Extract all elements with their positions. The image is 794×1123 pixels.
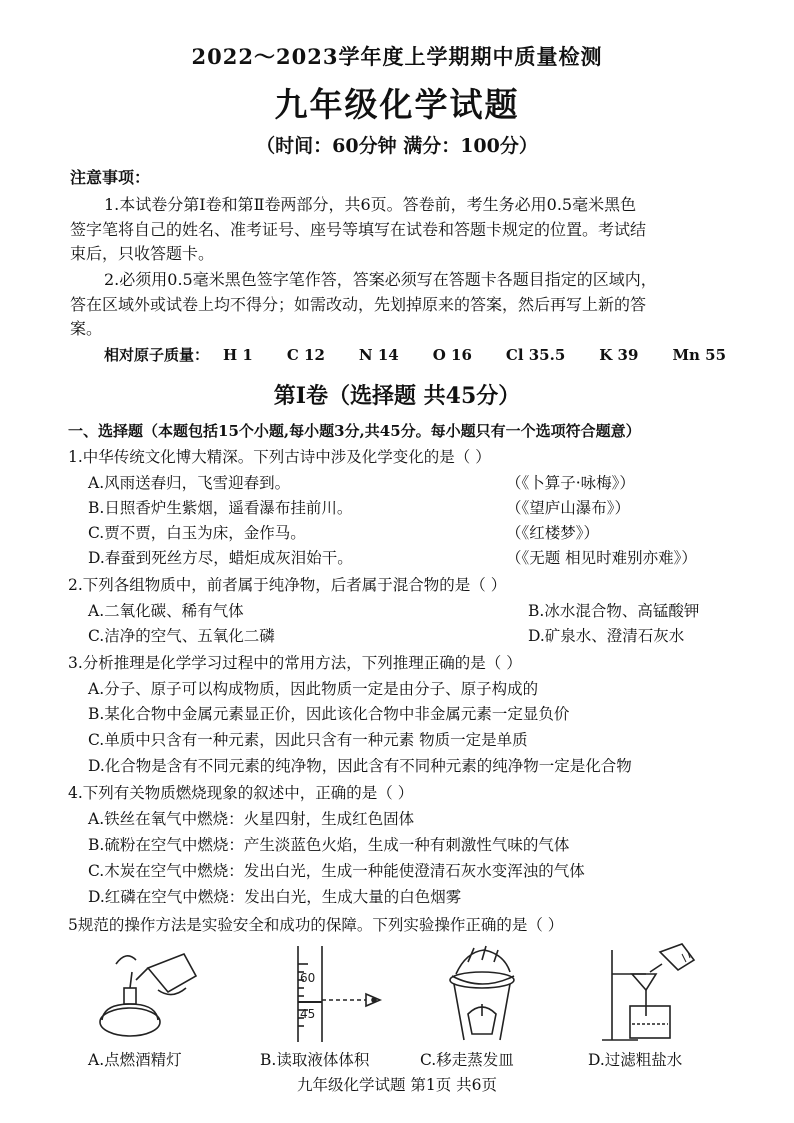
- mass-mn: Mn 55: [672, 346, 727, 364]
- q1-option-a: A.风雨送春归，飞雪迎春到。 （《卜算子·咏梅》）: [88, 474, 635, 492]
- mass-c: C 12: [286, 346, 325, 364]
- q2-stem: 2.下列各组物质中，前者属于纯净物，后者属于混合物的是（ ）: [68, 576, 507, 594]
- notice-1-line-3: 束后，只收答题卡。: [70, 244, 215, 263]
- q2-option-d: D.矿泉水、澄清石灰水: [528, 627, 685, 645]
- q5-option-b: B.读取液体体积: [260, 1051, 370, 1069]
- notice-2-line-3: 案。: [70, 319, 103, 338]
- q2-option-c: C.洁净的空气、五氧化二磷: [88, 627, 275, 645]
- q3-option-b: B.某化合物中金属元素显正价，因此该化合物中非金属元素一定显负价: [88, 705, 570, 723]
- q2-row-cd: [88, 629, 728, 645]
- q4-option-c: C.木炭在空气中燃烧：发出白光，生成一种能使澄清石灰水变浑浊的气体: [88, 862, 585, 880]
- atomic-masses: [104, 348, 760, 363]
- q1-option-c: C.贾不贾，白玉为床，金作马。 （《红楼梦》）: [88, 524, 600, 542]
- exam-period-heading: 2022～2023学年度上学期期中质量检测: [191, 44, 603, 69]
- q5-option-c: C.移走蒸发皿: [420, 1051, 514, 1069]
- graduated-cylinder-figure: [268, 944, 398, 1044]
- notice-2-line-1: 2.必须用0.5毫米黑色签字笔作答，答案必须写在答题卡各题目指定的区域内，: [104, 270, 657, 289]
- q2-option-b: B.冰水混合物、高锰酸钾: [528, 602, 700, 620]
- q4-stem: 4.下列有关物质燃烧现象的叙述中，正确的是（ ）: [68, 784, 414, 802]
- q3-stem: 3.分析推理是化学学习过程中的常用方法，下列推理正确的是（ ）: [68, 654, 522, 672]
- mass-o: O 16: [432, 346, 472, 364]
- mass-n: N 14: [358, 346, 399, 364]
- page-title: 九年级化学试题: [274, 85, 520, 124]
- mass-k: K 39: [599, 346, 639, 364]
- q1-option-b: B.日照香炉生紫烟，遥看瀑布挂前川。 （《望庐山瀑布》）: [88, 499, 631, 517]
- q5-option-d: D.过滤粗盐水: [588, 1051, 683, 1069]
- q5-option-a: A.点燃酒精灯: [88, 1051, 182, 1069]
- page-footer: 九年级化学试题 第1页 共6页: [296, 1076, 498, 1094]
- q1-stem: 1.中华传统文化博大精深。下列古诗中涉及化学变化的是（ ）: [68, 448, 491, 466]
- alcohol-lamp-figure: [92, 948, 202, 1044]
- atomic-masses-label: 相对原子质量：: [104, 346, 210, 364]
- q4-option-a: A.铁丝在氧气中燃烧：火星四射，生成红色固体: [88, 810, 415, 828]
- q5-stem: 5规范的操作方法是实验安全和成功的保障。下列实验操作正确的是（ ）: [68, 916, 564, 934]
- q1-option-d: D.春蚕到死丝方尽，蜡炬成灰泪始干。 （《无题 相见时难别亦难》）: [88, 549, 697, 567]
- notice-2-line-2: 答在区域外或试卷上均不得分；如需改动，先划掉原来的答案，然后再写上新的答: [70, 295, 647, 314]
- q2-row-ab: [88, 604, 728, 620]
- mass-h: H 1: [223, 346, 253, 364]
- time-score-line: （时间：60分钟 满分：100分）: [256, 135, 538, 157]
- cylinder-mark-45: 45: [300, 1007, 316, 1021]
- mass-cl: Cl 35.5: [505, 346, 566, 364]
- notice-1-line-2: 签字笔将自己的姓名、准考证号、座号等填写在试卷和答题卡规定的位置。考试结: [70, 220, 647, 239]
- q3-option-a: A.分子、原子可以构成物质，因此物质一定是由分子、原子构成的: [88, 680, 539, 698]
- cylinder-mark-60: 60: [300, 971, 316, 985]
- q4-option-b: B.硫粉在空气中燃烧：产生淡蓝色火焰，生成一种有刺激性气味的气体: [88, 836, 570, 854]
- q3-option-d: D.化合物是含有不同元素的纯净物，因此含有不同种元素的纯净物一定是化合物: [88, 757, 632, 775]
- section-1-intro: 一、选择题（本题包括15个小题,每小题3分,共45分。每小题只有一个选项符合题意）: [68, 422, 641, 440]
- filtration-figure: [598, 940, 708, 1044]
- section-1-title: 第Ⅰ卷（选择题 共45分）: [273, 383, 521, 409]
- q3-option-c: C.单质中只含有一种元素，因此只含有一种元素 物质一定是单质: [88, 731, 528, 749]
- evaporating-dish-figure: [438, 944, 528, 1044]
- q2-option-a: A.二氧化碳、稀有气体: [88, 602, 244, 620]
- notice-1-line-1: 1.本试卷分第Ⅰ卷和第Ⅱ卷两部分，共6页。答卷前，考生务必用0.5毫米黑色: [104, 195, 637, 214]
- notice-heading: 注意事项：: [70, 168, 151, 187]
- q4-option-d: D.红磷在空气中燃烧：发出白光，生成大量的白色烟雾: [88, 888, 462, 906]
